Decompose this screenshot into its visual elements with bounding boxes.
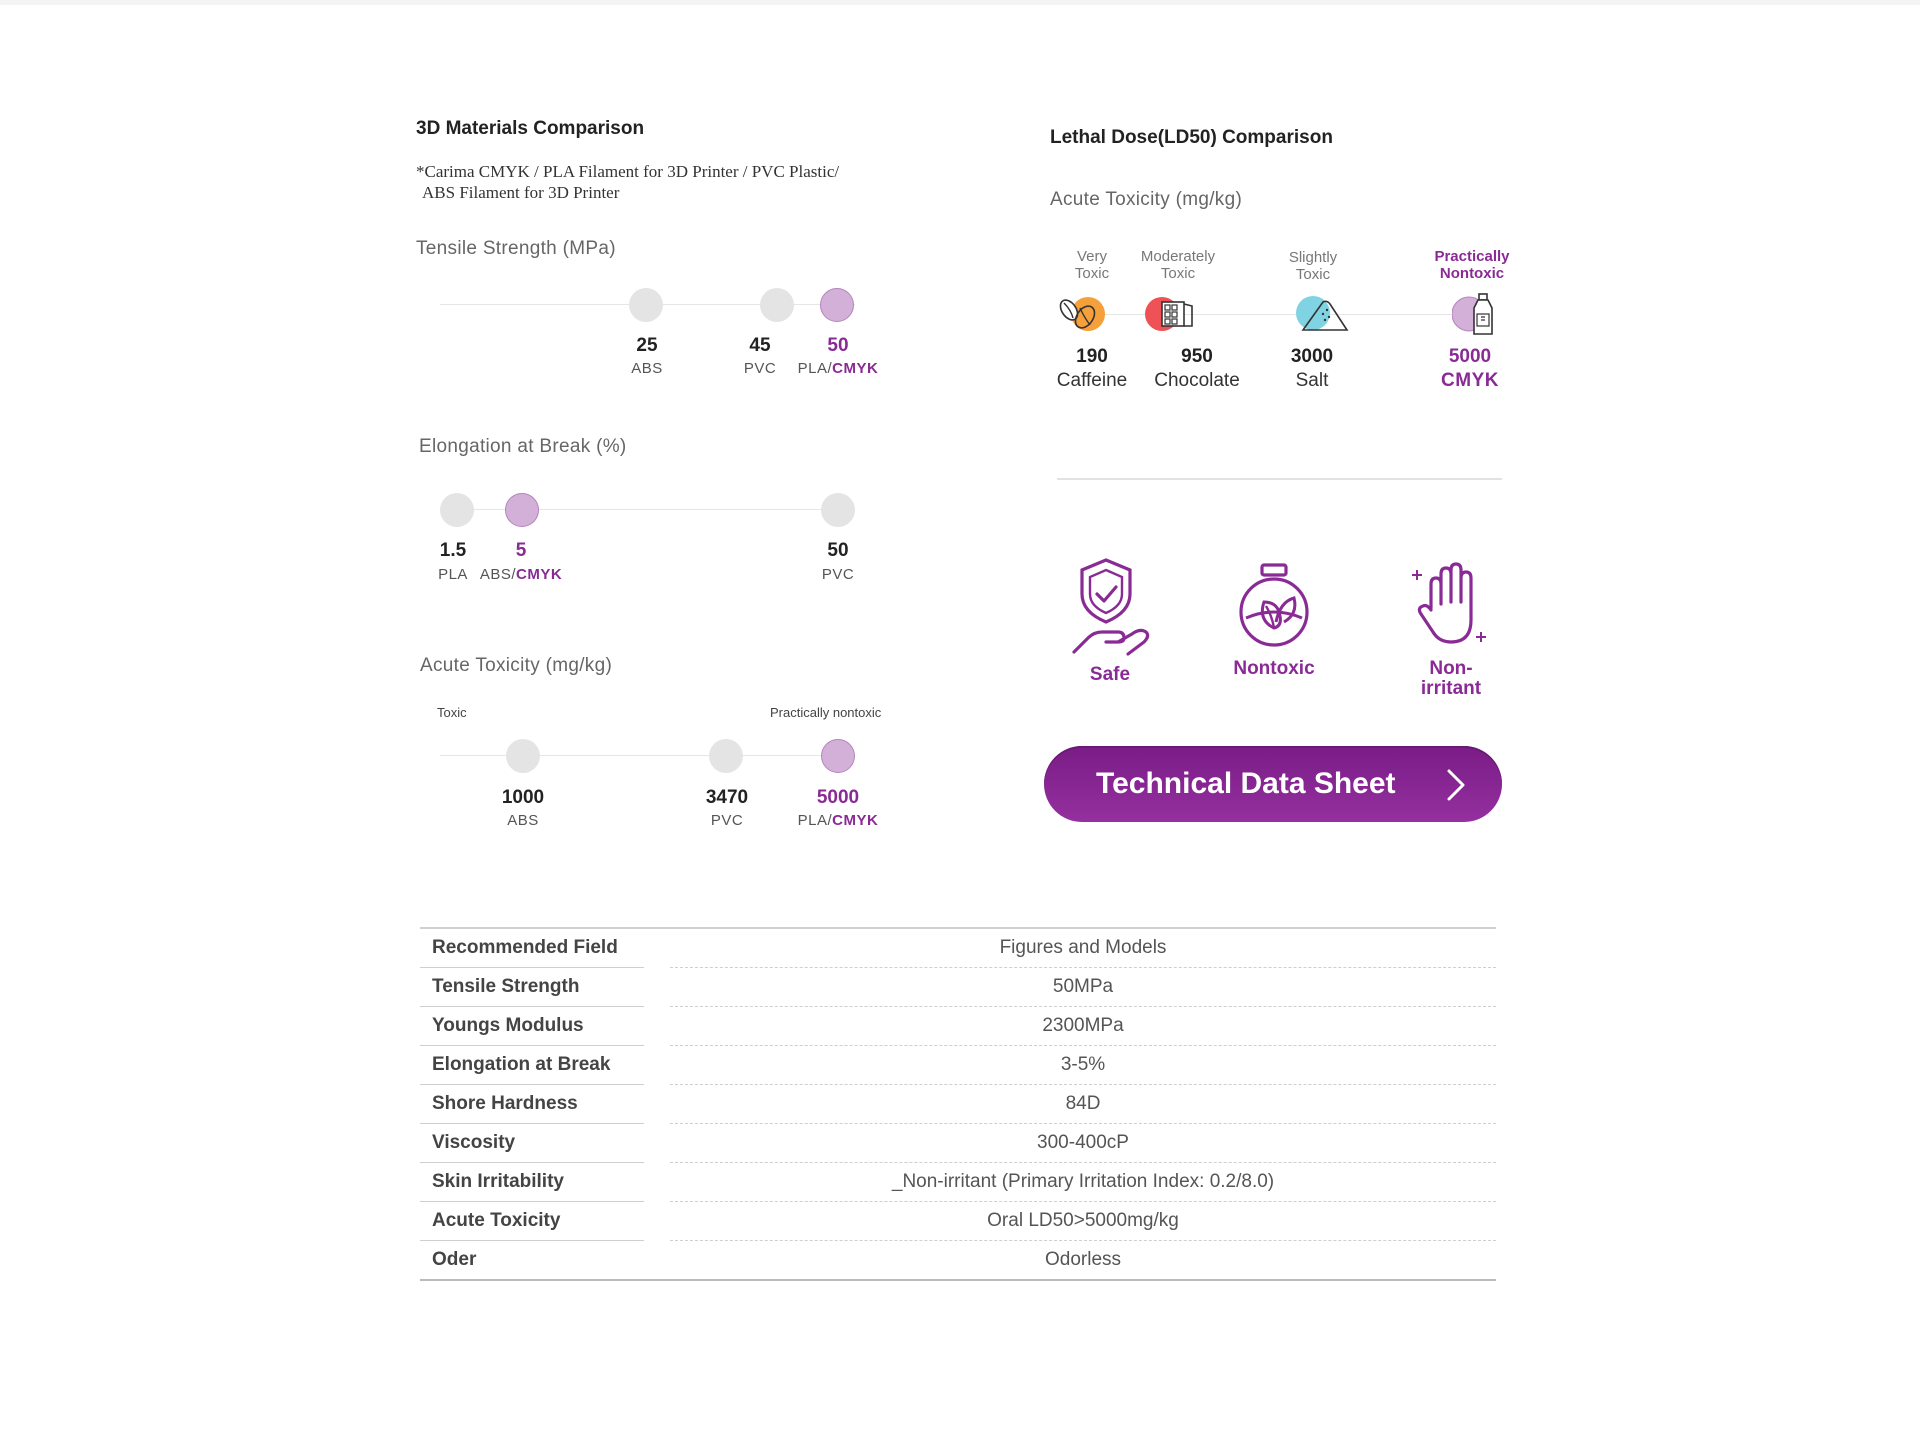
toxicity-dot-abs xyxy=(506,739,540,773)
feature-non-irritant-label1: Non- xyxy=(1429,658,1473,679)
ld50-value-caffeine: 190 xyxy=(1076,346,1108,367)
elongation-value-pvc: 50 xyxy=(827,540,849,561)
ld50-name-cmyk: CMYK xyxy=(1441,370,1499,391)
technical-data-sheet-button[interactable] xyxy=(1044,746,1502,822)
spec-gap xyxy=(644,1124,670,1163)
category-slightly-toxic-line1: Slightly xyxy=(1288,249,1338,266)
feature-non-irritant xyxy=(1371,562,1531,699)
spec-gap xyxy=(644,1163,670,1202)
table-row xyxy=(420,1163,1496,1202)
tensile-label-cmyk xyxy=(798,360,879,377)
feature-nontoxic-label: Nontoxic xyxy=(1233,658,1315,679)
ld50-name-caffeine: Caffeine xyxy=(1056,370,1128,391)
feature-non-irritant-label xyxy=(1371,659,1531,699)
resin-bottle-icon xyxy=(1452,292,1502,338)
spec-key: Recommended Field xyxy=(420,928,644,968)
salt-pile-icon xyxy=(1293,292,1351,336)
technical-data-sheet-label: Technical Data Sheet xyxy=(1096,767,1396,800)
spec-value: 300-400cP xyxy=(670,1124,1496,1163)
ld50-value-chocolate: 950 xyxy=(1181,346,1213,367)
elongation-label-cmyk xyxy=(480,566,562,583)
ld50-value-cmyk: 5000 xyxy=(1448,346,1492,367)
toxicity-heading: Acute Toxicity (mg/kg) xyxy=(420,655,613,676)
table-row xyxy=(420,1085,1496,1124)
table-row xyxy=(420,1007,1496,1046)
toxicity-caption-toxic: Toxic xyxy=(437,705,467,720)
tensile-dot-pvc xyxy=(760,288,794,322)
spec-gap xyxy=(644,1046,670,1085)
spec-key: Viscosity xyxy=(420,1124,644,1163)
elongation-label-pla: PLA xyxy=(438,566,468,583)
elongation-dot-cmyk xyxy=(505,493,539,527)
feature-nontoxic xyxy=(1194,562,1354,679)
section-divider xyxy=(1057,478,1502,480)
ld50-name-chocolate: Chocolate xyxy=(1154,370,1240,391)
elongation-label-abs: ABS/ xyxy=(479,566,517,583)
hand-sparkle-icon xyxy=(1411,562,1491,650)
toxicity-value-pvc: 3470 xyxy=(705,787,749,808)
spec-value: _Non-irritant (Primary Irritation Index: 0.2/8.0) xyxy=(670,1163,1496,1202)
spec-gap xyxy=(644,1202,670,1241)
top-border xyxy=(0,0,1920,5)
chocolate-bar-icon xyxy=(1142,292,1206,336)
toxicity-label-abs: ABS xyxy=(507,812,539,829)
elongation-label-cmyk-hl: CMYK xyxy=(516,566,563,583)
spec-key: Elongation at Break xyxy=(420,1046,644,1085)
category-very-toxic-line1: Very xyxy=(1076,248,1107,265)
category-practically-nontoxic-line2: Nontoxic xyxy=(1439,265,1505,282)
elongation-value-pla: 1.5 xyxy=(439,540,467,561)
toxicity-label-cmyk xyxy=(798,812,879,829)
toxicity-value-abs: 1000 xyxy=(501,787,545,808)
spec-value: Figures and Models xyxy=(670,928,1496,968)
spec-table xyxy=(420,927,1496,1281)
category-practically-nontoxic-line1: Practically xyxy=(1434,248,1510,265)
tensile-label-pla: PLA/ xyxy=(797,360,833,377)
feature-non-irritant-label2: irritant xyxy=(1420,678,1482,699)
spec-gap xyxy=(644,1241,670,1281)
spec-gap xyxy=(644,1007,670,1046)
elongation-label-pvc: PVC xyxy=(821,566,855,583)
table-row xyxy=(420,1241,1496,1281)
tensile-heading: Tensile Strength (MPa) xyxy=(416,238,616,259)
tensile-value-cmyk: 50 xyxy=(827,335,849,356)
spec-gap xyxy=(644,928,670,968)
category-moderately-toxic-line2: Toxic xyxy=(1160,265,1196,282)
spec-value: 2300MPa xyxy=(670,1007,1496,1046)
spec-key: Oder xyxy=(420,1241,644,1281)
elongation-value-cmyk: 5 xyxy=(515,540,527,561)
spec-key: Youngs Modulus xyxy=(420,1007,644,1046)
toxicity-value-cmyk: 5000 xyxy=(816,787,860,808)
materials-note-line2: ABS Filament for 3D Printer xyxy=(422,183,620,202)
ld50-value-salt: 3000 xyxy=(1290,346,1334,367)
toxicity-caption-nontoxic: Practically nontoxic xyxy=(770,705,882,720)
toxicity-dot-pvc xyxy=(709,739,743,773)
tensile-value-abs: 25 xyxy=(636,335,658,356)
ld50-heading: Acute Toxicity (mg/kg) xyxy=(1050,189,1243,210)
leaf-flask-icon xyxy=(1234,562,1314,650)
table-row xyxy=(420,1124,1496,1163)
toxicity-dot-cmyk xyxy=(821,739,855,773)
tensile-dot-abs xyxy=(629,288,663,322)
tensile-value-pvc: 45 xyxy=(749,335,771,356)
elongation-heading: Elongation at Break (%) xyxy=(419,436,627,457)
category-slightly-toxic xyxy=(1253,249,1373,283)
category-moderately-toxic xyxy=(1118,248,1238,282)
category-slightly-toxic-line2: Toxic xyxy=(1295,266,1331,283)
toxicity-label-pvc: PVC xyxy=(710,812,744,829)
coffee-bean-icon xyxy=(1055,292,1113,336)
spec-value: Oral LD50>5000mg/kg xyxy=(670,1202,1496,1241)
table-row xyxy=(420,1046,1496,1085)
spec-key: Shore Hardness xyxy=(420,1085,644,1124)
spec-gap xyxy=(644,968,670,1007)
spec-value: 3-5% xyxy=(670,1046,1496,1085)
category-moderately-toxic-line1: Moderately xyxy=(1140,248,1216,265)
elongation-dot-pvc xyxy=(821,493,855,527)
materials-title: 3D Materials Comparison xyxy=(416,118,645,139)
spec-value: 50MPa xyxy=(670,968,1496,1007)
ld50-name-salt: Salt xyxy=(1295,370,1329,391)
toxicity-label-cmyk-hl: CMYK xyxy=(832,812,879,829)
toxicity-label-pla: PLA/ xyxy=(797,812,833,829)
tensile-dot-cmyk xyxy=(820,288,854,322)
feature-safe xyxy=(1030,556,1190,685)
spec-key: Tensile Strength xyxy=(420,968,644,1007)
spec-key: Skin Irritability xyxy=(420,1163,644,1202)
toxicity-track xyxy=(440,755,855,756)
ld50-title: Lethal Dose(LD50) Comparison xyxy=(1050,127,1333,148)
materials-note xyxy=(416,161,839,203)
spec-value: Odorless xyxy=(670,1241,1496,1281)
table-row xyxy=(420,968,1496,1007)
materials-note-line1: *Carima CMYK / PLA Filament for 3D Printer / PVC Plastic/ xyxy=(416,162,840,181)
spec-gap xyxy=(644,1085,670,1124)
chevron-right-icon xyxy=(1446,768,1466,802)
table-row xyxy=(420,1202,1496,1241)
ld50-track xyxy=(1075,314,1475,315)
shield-hand-icon xyxy=(1068,556,1152,656)
elongation-track xyxy=(440,509,855,510)
elongation-dot-pla xyxy=(440,493,474,527)
category-practically-nontoxic xyxy=(1412,248,1532,282)
table-row xyxy=(420,928,1496,968)
spec-key: Acute Toxicity xyxy=(420,1202,644,1241)
spec-value: 84D xyxy=(670,1085,1496,1124)
category-very-toxic-line2: Toxic xyxy=(1074,265,1110,282)
tensile-label-abs: ABS xyxy=(631,360,663,377)
tensile-label-cmyk-hl: CMYK xyxy=(832,360,879,377)
feature-safe-label: Safe xyxy=(1089,664,1131,685)
tensile-label-pvc: PVC xyxy=(743,360,777,377)
